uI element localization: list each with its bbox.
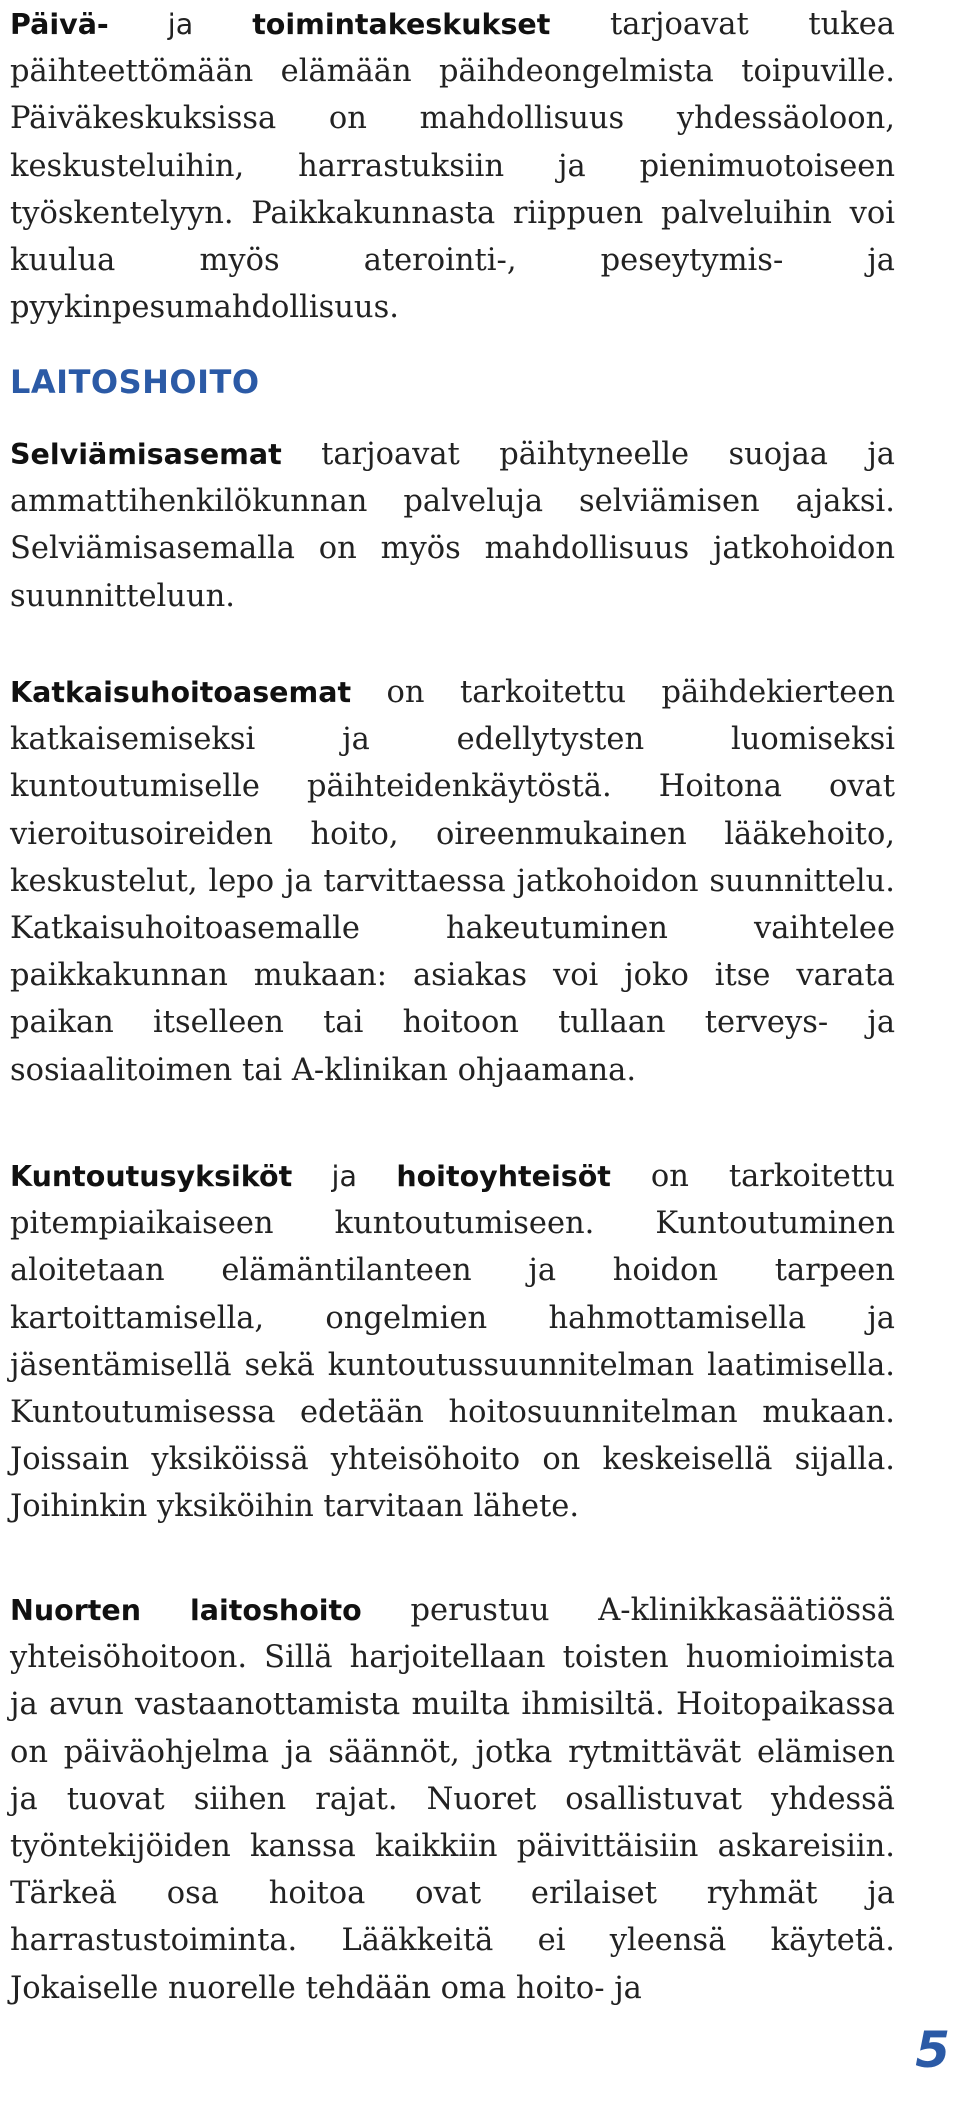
- connector-ja: ja: [108, 8, 253, 41]
- term-kuntoutusyksikot: Kuntoutusyksiköt: [10, 1160, 293, 1193]
- paragraph-text: on tarkoitettu päihdekierteen katkaisemiseksi ja edellytysten luomiseksi kuntoutumiselle päihteidenkäytöstä. Hoitona ovat vieroitusoireiden hoito, oireenmukainen lääkehoito, keskustelut, lepo ja tarvittaessa jatkohoidon suunnittelu. Katkaisuhoitoasemalle hakeutuminen vaihtelee paikkakunnan mukaan: asiakas voi joko itse varata paikan itselleen tai hoitoon tullaan terveys- ja sosiaalitoimen tai A-klinikan ohjaamana.: [10, 675, 895, 1088]
- paragraph-detox-stations: [10, 669, 895, 1094]
- paragraph-text: tarjoavat päihtyneelle suojaa ja ammattihenkilökunnan palveluja selviämisen ajaksi. Selviämisasemalla on myös mahdollisuus jatkohoidon suunnitteluun.: [10, 437, 895, 614]
- term-nuorten-laitoshoito: Nuorten laitoshoito: [10, 1594, 362, 1627]
- term-paiva: Päivä-: [10, 8, 109, 41]
- term-katkaisuhoitoasemat: Katkaisuhoitoasemat: [10, 676, 352, 709]
- paragraph-youth-institutional-care: [10, 1587, 895, 2012]
- paragraph-text: on tarkoitettu pitempiaikaiseen kuntoutumiseen. Kuntoutuminen aloitetaan elämäntilanteen ja hoidon tarpeen kartoittamisella, ongelmien hahmottamisella ja jäsentämisellä sekä kuntoutussuunnitelman laatimisella. Kuntoutumisessa edetään hoitosuunnitelman mukaan. Joissain yksiköissä yhteisöhoito on keskeisellä sijalla. Joihinkin yksiköihin tarvitaan lähete.: [10, 1159, 895, 1525]
- connector-ja: ja: [292, 1160, 397, 1193]
- paragraph-rehab-units: [10, 1153, 895, 1531]
- paragraph-text: perustuu A-klinikkasäätiössä yhteisöhoitoon. Sillä harjoitellaan toisten huomioimista ja avun vastaanottamista muilta ihmisiltä. Hoitopaikassa on päiväohjelma ja säännöt, jotka rytmittävät elämisen ja tuovat siihen rajat. Nuoret osallistuvat yhdessä työntekijöiden kanssa kaikkiin päivittäisiin askareisiin. Tärkeä osa hoitoa ovat erilaiset ryhmät ja harrastustoiminta. Lääkkeitä ei yleensä käytetä. Jokaiselle nuorelle tehdään oma hoito- ja: [10, 1593, 895, 2006]
- term-toimintakeskukset: toimintakeskukset: [252, 8, 551, 41]
- page-number: 5: [915, 2021, 950, 2079]
- term-hoitoyhteisot: hoitoyhteisöt: [396, 1160, 611, 1193]
- paragraph-text: tarjoavat tukea päihteettömään elämään päihdeongelmista toipuville. Päiväkeskuksissa on mahdollisuus yhdessäoloon, keskusteluihin, harrastuksiin ja pienimuotoiseen työskentelyyn. Paikkakunnasta riippuen palveluihin voi kuulua myös aterointi-, peseytymis- ja pyykinpesumahdollisuus.: [10, 7, 895, 326]
- paragraph-day-centers: [10, 1, 895, 331]
- section-heading-laitoshoito: LAITOSHOITO: [10, 363, 260, 401]
- paragraph-sobering-stations: [10, 431, 895, 620]
- term-selviamisasemat: Selviämisasemat: [10, 438, 282, 471]
